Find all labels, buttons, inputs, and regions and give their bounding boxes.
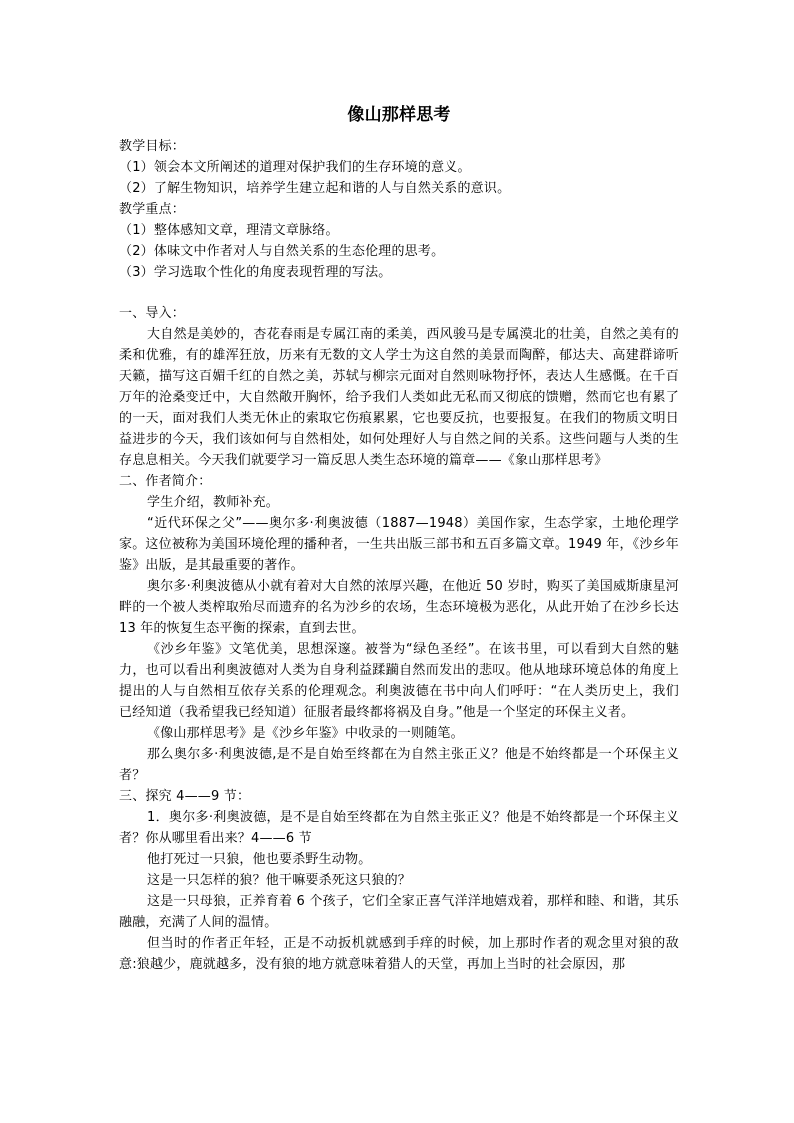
author-paragraph: 《沙乡年鉴》文笔优美，思想深邃。被誉为“绿色圣经”。在该书里，可以看到大自然的魅力，也可以看出利奥波德对人类为自身利益蹂躏自然而发出的悲叹。他从地球环境总体的角度上提出的人与自然相互依存关系的伦理观念。利奥波德在书中向人们呼吁：“在人类历史上，我们已经知道（我希望我已经知道）征服者最终都将祸及自身。”他是一个坚定的环保主义者。	[119, 642, 679, 720]
author-paragraph: 学生介绍，教师补充。	[147, 495, 280, 510]
explore-paragraph: 但当时的作者正年轻，正是不动扳机就感到手痒的时候，加上那时作者的观念里对狼的敌意:狼越少，鹿就越多，没有狼的地方就意味着猎人的天堂，再加上当时的社会原因，那	[119, 936, 679, 972]
author-heading: 二、作者简介：	[119, 474, 212, 489]
intro-heading: 一、导入：	[119, 306, 186, 321]
teaching-focus-item: （1）整体感知文章，理清文章脉络。	[119, 223, 339, 238]
explore-heading: 三、探究 4——9 节：	[119, 789, 251, 804]
section-spacer	[119, 283, 679, 303]
author-paragraph: 《像山那样思考》是《沙乡年鉴》中收录的一则随笔。	[147, 726, 464, 741]
explore-paragraph: 他打死过一只狼，他也要杀野生动物。	[147, 852, 372, 867]
explore-paragraph: 1．奥尔多·利奥波德，是不是自始至终都在为自然主张正义？他是不始终都是一个环保主义者？你从哪里看出来？4——6 节	[119, 810, 679, 846]
author-paragraph: “近代环保之父”——奥尔多·利奥波德（1887—1948）美国作家，生态学家，土地伦理学家。这位被称为美国环境伦理的播种者，一生共出版三部书和五百多篇文章。1949 年，《沙乡年鉴》出版，是其最重要的著作。	[119, 516, 679, 573]
teaching-goal-item: （1）领会本文所阐述的道理对保护我们的生存环境的意义。	[119, 160, 471, 175]
intro-paragraph: 大自然是美妙的，杏花春雨是专属江南的柔美，西风骏马是专属漠北的壮美，自然之美有的柔和优雅，有的雄浑狂放，历来有无数的文人学士为这自然的美景而陶醉，郁达夫、高建群谛听天籁，描写这百媚千红的自然之美，苏轼与柳宗元面对自然则咏物抒怀，表达人生感慨。在千百万年的沧桑变迁中，大自然敞开胸怀，给予我们人类如此无私而又彻底的馈赠，然而它也有累了的一天，面对我们人类无休止的索取它伤痕累累，它也要反抗，也要报复。在我们的物质文明日益进步的今天，我们该如何与自然相处，如何处理好人与自然之间的关系。这些问题与人类的生存息息相关。今天我们就要学习一篇反思人类生态环境的篇章——《象山那样思考》	[119, 327, 679, 468]
teaching-focus-item: （2）体味文中作者对人与自然关系的生态伦理的思考。	[119, 244, 445, 259]
explore-paragraph: 这是一只怎样的狼？他干嘛要杀死这只狼的？	[147, 873, 412, 888]
explore-paragraph: 这是一只母狼，正养育着 6 个孩子，它们全家正喜气洋洋地嬉戏着，那样和睦、和谐，其乐融融，充满了人间的温情。	[119, 894, 679, 930]
teaching-focus-item: （3）学习选取个性化的角度表现哲理的写法。	[119, 265, 392, 280]
document-body	[119, 104, 679, 975]
author-paragraph: 那么奥尔多·利奥波德,是不是自始至终都在为自然主张正义？他是不始终都是一个环保主义者？	[119, 747, 679, 783]
teaching-goal-item: （2）了解生物知识，培养学生建立起和谐的人与自然关系的意识。	[119, 181, 511, 196]
teaching-focus-heading: 教学重点：	[119, 202, 186, 217]
page-title: 像山那样思考	[347, 105, 451, 125]
author-paragraph: 奥尔多·利奥波德从小就有着对大自然的浓厚兴趣，在他近 50 岁时，购买了美国威斯康星河畔的一个被人类榨取殆尽而遗弃的名为沙乡的农场，生态环境极为恶化，从此开始了在沙乡长达 13 年的恢复生态平衡的探索，直到去世。	[119, 579, 679, 636]
teaching-goals-heading: 教学目标：	[119, 139, 186, 154]
